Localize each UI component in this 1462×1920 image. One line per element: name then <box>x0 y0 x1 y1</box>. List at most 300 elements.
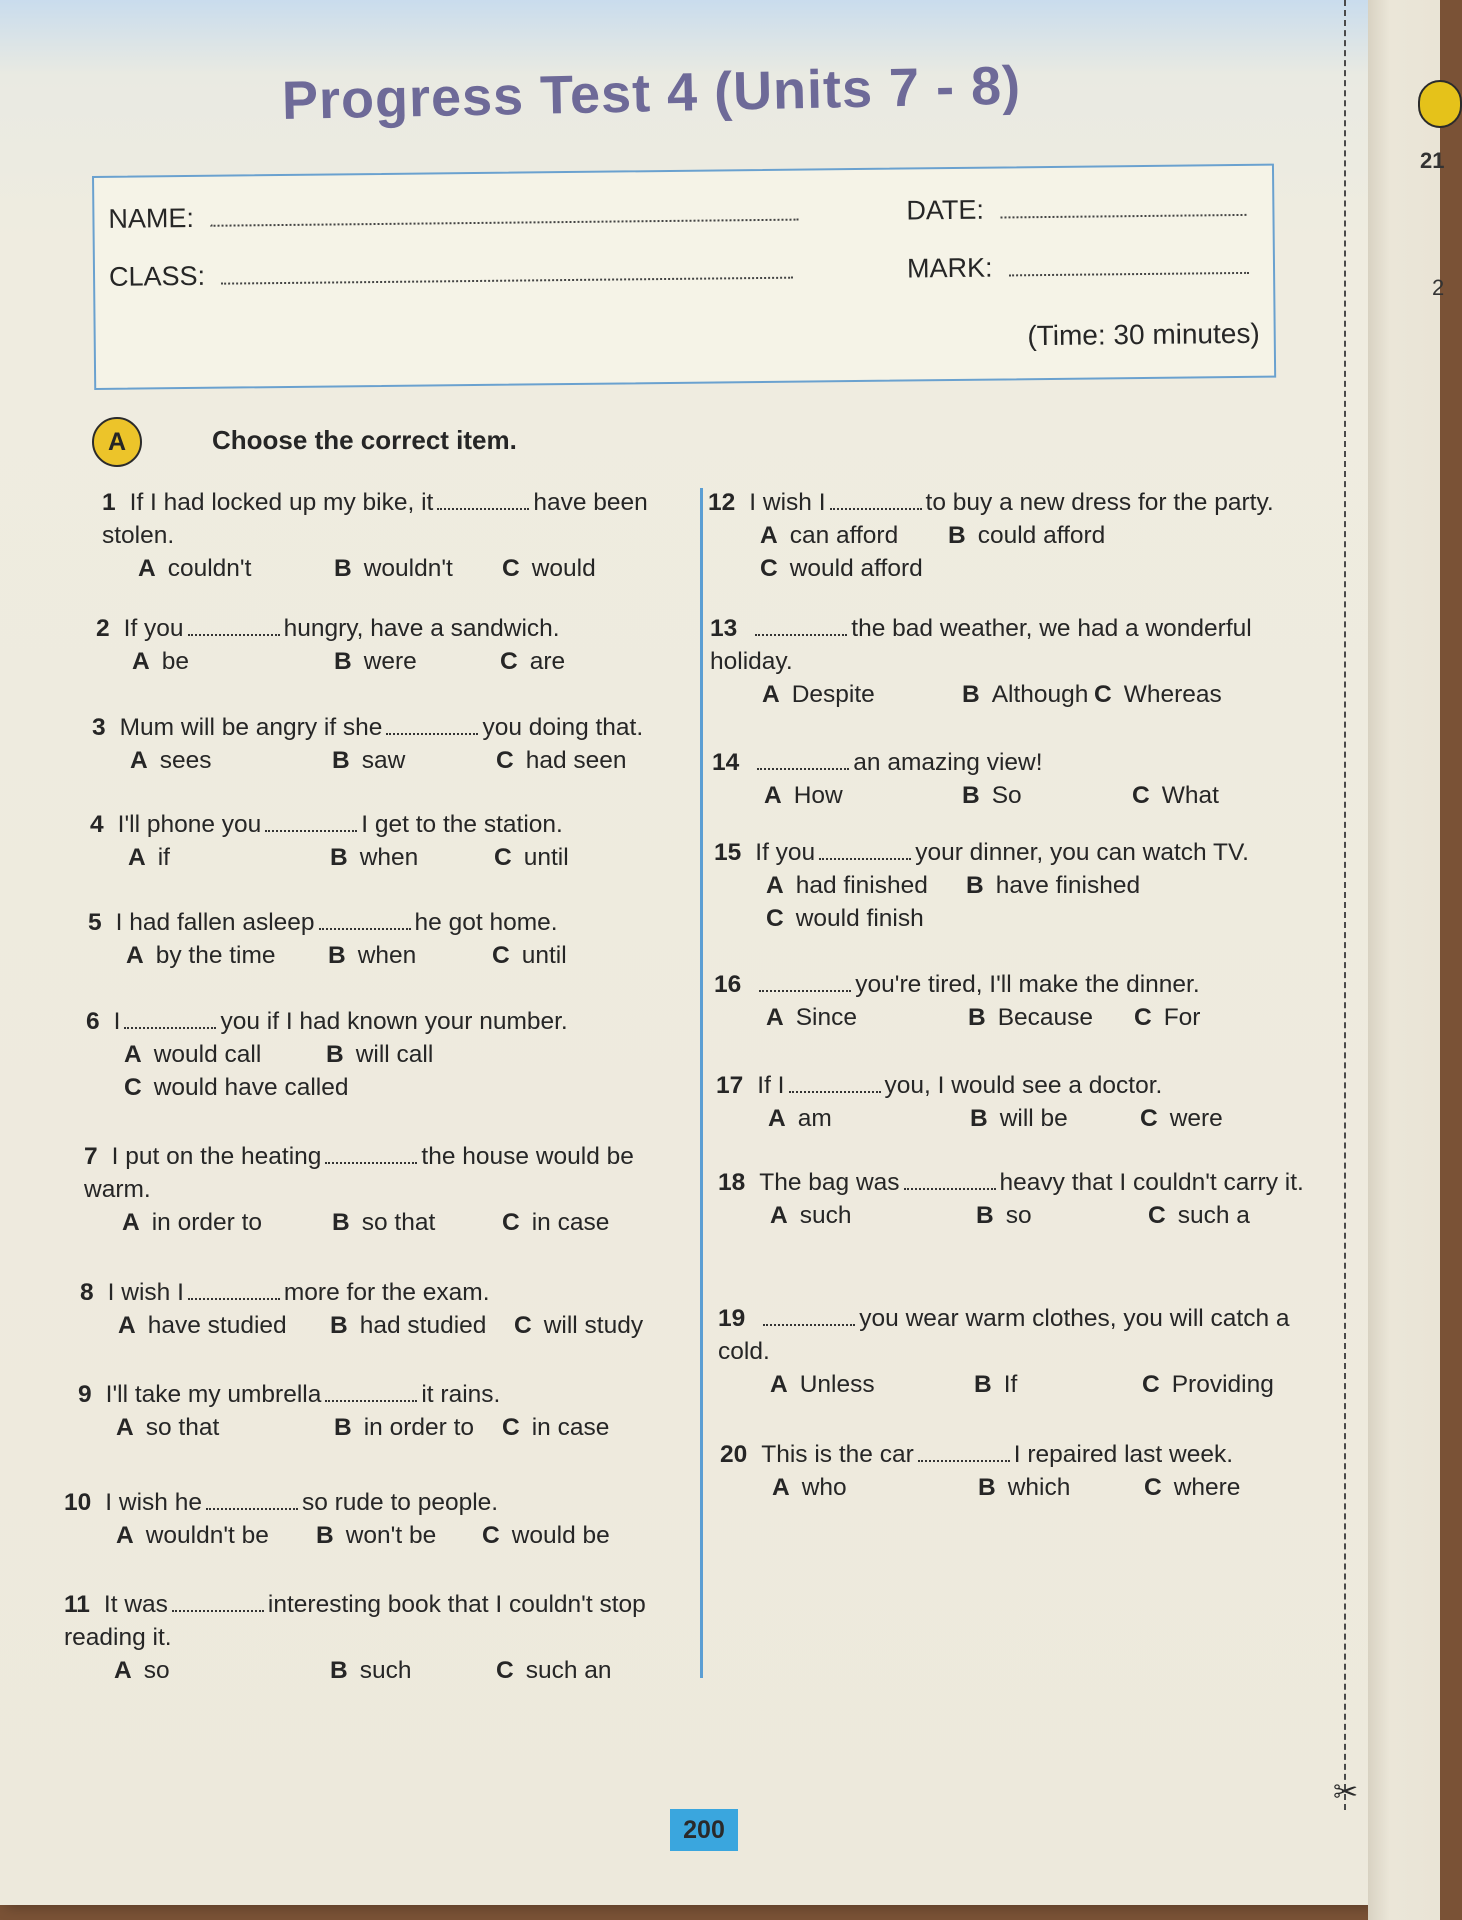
option-letter: C <box>1144 1474 1162 1501</box>
option-text: can afford <box>789 522 899 549</box>
answer-options <box>718 1368 1318 1401</box>
answer-blank[interactable] <box>265 812 357 832</box>
next-page-marker: 2 <box>1432 275 1445 300</box>
option-letter: B <box>330 844 348 871</box>
option-text: which <box>1007 1474 1071 1501</box>
answer-blank[interactable] <box>789 1073 881 1093</box>
option-text: If <box>1003 1371 1018 1398</box>
option-b[interactable] <box>970 1102 1068 1135</box>
question-text-before: This is the car <box>761 1441 914 1468</box>
question-stem <box>718 1302 1318 1368</box>
option-a[interactable] <box>132 645 189 678</box>
option-letter: B <box>334 555 352 582</box>
question-text-before: I had fallen asleep <box>115 909 315 936</box>
option-text: So <box>991 782 1022 809</box>
option-c[interactable] <box>1142 1368 1274 1401</box>
option-b[interactable] <box>948 519 1105 552</box>
option-text: until <box>521 942 567 969</box>
question-number: 4 <box>90 811 104 838</box>
answer-blank[interactable] <box>325 1144 417 1164</box>
question-text-after: an amazing view! <box>853 749 1043 776</box>
question-text-before: Mum will be angry if she <box>119 714 383 741</box>
option-letter: A <box>126 942 144 969</box>
option-text: Although <box>991 681 1089 708</box>
question-9 <box>78 1378 668 1444</box>
answer-blank[interactable] <box>386 715 478 735</box>
option-letter: A <box>116 1522 134 1549</box>
answer-blank[interactable] <box>763 1306 855 1326</box>
option-text: had finished <box>795 872 928 899</box>
option-c[interactable] <box>502 552 596 585</box>
option-b[interactable] <box>968 1001 1093 1034</box>
date-label: DATE: <box>906 194 985 226</box>
option-letter: B <box>968 1004 986 1031</box>
option-a[interactable] <box>138 552 251 585</box>
option-c[interactable] <box>1134 1001 1200 1034</box>
question-text-before: If you <box>755 839 816 866</box>
next-page-number: 21 <box>1420 148 1445 173</box>
option-text: in case <box>531 1414 610 1441</box>
question-14 <box>712 746 1292 812</box>
option-letter: A <box>772 1474 790 1501</box>
option-a[interactable] <box>766 869 928 902</box>
option-text: so <box>143 1657 170 1684</box>
student-info-box <box>92 164 1276 390</box>
option-c[interactable] <box>494 841 569 874</box>
answer-blank[interactable] <box>325 1382 417 1402</box>
question-text-after: I get to the station. <box>361 811 563 838</box>
option-text: are <box>529 648 566 675</box>
option-c[interactable] <box>1140 1102 1223 1135</box>
option-b[interactable] <box>334 1411 474 1444</box>
question-stem <box>714 968 1294 1001</box>
question-number: 5 <box>88 909 102 936</box>
class-label: CLASS: <box>108 260 206 292</box>
option-a[interactable] <box>770 1368 875 1401</box>
option-text: have studied <box>147 1312 287 1339</box>
option-text: such <box>799 1202 852 1229</box>
question-17 <box>716 1069 1296 1135</box>
option-b[interactable] <box>330 1309 486 1342</box>
option-b[interactable] <box>328 939 416 972</box>
option-a[interactable] <box>126 939 276 972</box>
option-text: when <box>359 844 419 871</box>
question-text-after: interesting book that I couldn't stop reading it. <box>64 1591 646 1651</box>
answer-blank[interactable] <box>755 616 847 636</box>
option-a[interactable] <box>124 1038 261 1071</box>
option-b[interactable] <box>332 1206 435 1239</box>
mark-line[interactable] <box>1008 252 1248 277</box>
question-text-before: I wish I <box>749 489 826 516</box>
question-text-after: you wear warm clothes, you will catch a cold. <box>718 1305 1290 1365</box>
question-text-before: I <box>113 1008 121 1035</box>
option-text: such an <box>525 1657 612 1684</box>
option-text: would have called <box>153 1074 349 1101</box>
question-number: 18 <box>718 1169 746 1196</box>
answer-options <box>78 1411 668 1444</box>
question-stem <box>90 808 680 841</box>
option-letter: C <box>1134 1004 1152 1031</box>
option-b[interactable] <box>334 552 453 585</box>
question-text-after: heavy that I couldn't carry it. <box>999 1169 1304 1196</box>
option-c[interactable] <box>1144 1471 1240 1504</box>
option-text: wouldn't be <box>145 1522 269 1549</box>
answer-blank[interactable] <box>830 490 922 510</box>
option-c[interactable] <box>760 552 923 585</box>
option-letter: B <box>330 1657 348 1684</box>
answer-blank[interactable] <box>188 616 280 636</box>
question-stem <box>64 1588 674 1654</box>
option-letter: A <box>138 555 156 582</box>
question-stem <box>716 1069 1296 1102</box>
option-b[interactable] <box>316 1519 436 1552</box>
option-b[interactable] <box>976 1199 1032 1232</box>
option-a[interactable] <box>114 1654 170 1687</box>
name-label: NAME: <box>108 202 195 234</box>
question-number: 7 <box>84 1143 98 1170</box>
option-c[interactable] <box>1132 779 1219 812</box>
answer-blank[interactable] <box>124 1009 216 1029</box>
option-letter: C <box>502 1209 520 1236</box>
question-stem <box>78 1378 668 1411</box>
question-text-after: it rains. <box>421 1381 501 1408</box>
answer-blank[interactable] <box>757 750 849 770</box>
option-c[interactable] <box>492 939 567 972</box>
question-stem <box>86 1005 676 1038</box>
answer-options <box>88 939 678 972</box>
question-text-before: I wish he <box>105 1489 202 1516</box>
option-text: so <box>1005 1202 1032 1229</box>
option-a[interactable] <box>760 519 898 552</box>
question-stem <box>712 746 1292 779</box>
question-stem <box>64 1486 654 1519</box>
option-letter: A <box>114 1657 132 1684</box>
answer-blank[interactable] <box>904 1170 996 1190</box>
question-text-after: you doing that. <box>482 714 644 741</box>
option-a[interactable] <box>116 1519 269 1552</box>
question-text-after: you if I had known your number. <box>220 1008 568 1035</box>
option-letter: C <box>1132 782 1150 809</box>
question-number: 17 <box>716 1072 744 1099</box>
option-text: Despite <box>791 681 875 708</box>
answer-options <box>102 552 677 585</box>
option-letter: C <box>1148 1202 1166 1229</box>
question-number: 12 <box>708 489 736 516</box>
question-5 <box>88 906 678 972</box>
option-letter: A <box>124 1041 142 1068</box>
option-text: such <box>359 1657 412 1684</box>
option-a[interactable] <box>770 1199 851 1232</box>
option-c[interactable] <box>502 1206 609 1239</box>
question-text-before: If I had locked up my bike, it <box>129 489 434 516</box>
column-divider <box>700 488 703 1678</box>
page-title: Progress Test 4 (Units 7 - 8) <box>281 55 1022 131</box>
option-c[interactable] <box>496 1654 612 1687</box>
option-a[interactable] <box>130 744 211 777</box>
answer-blank[interactable] <box>188 1280 280 1300</box>
option-a[interactable] <box>766 1001 857 1034</box>
question-text-after: so rude to people. <box>301 1489 499 1516</box>
option-b[interactable] <box>334 645 417 678</box>
question-4 <box>90 808 680 874</box>
option-letter: B <box>334 648 352 675</box>
question-number: 13 <box>710 615 738 642</box>
answer-options <box>708 519 1288 552</box>
option-letter: C <box>502 1414 520 1441</box>
option-text: would be <box>511 1522 610 1549</box>
option-letter: A <box>764 782 782 809</box>
question-text-before: If you <box>123 615 184 642</box>
option-a[interactable] <box>762 678 875 711</box>
question-stem <box>102 486 677 552</box>
question-6 <box>86 1005 676 1104</box>
question-text-after: you, I would see a doctor. <box>884 1072 1163 1099</box>
option-c[interactable] <box>766 902 924 935</box>
option-letter: A <box>768 1105 786 1132</box>
option-b[interactable] <box>978 1471 1070 1504</box>
question-number: 11 <box>64 1591 90 1618</box>
name-line[interactable] <box>210 199 798 227</box>
option-c[interactable] <box>496 744 627 777</box>
question-text-before: I'll phone you <box>117 811 262 838</box>
answer-options <box>720 1471 1300 1504</box>
option-letter: B <box>328 942 346 969</box>
cut-line <box>1344 0 1346 1810</box>
option-text: so that <box>361 1209 436 1236</box>
option-text: be <box>161 648 189 675</box>
option-a[interactable] <box>116 1411 219 1444</box>
question-text-after: I repaired last week. <box>1013 1441 1234 1468</box>
option-letter: B <box>966 872 984 899</box>
option-letter: A <box>128 844 146 871</box>
option-letter: B <box>316 1522 334 1549</box>
answer-blank[interactable] <box>918 1442 1010 1462</box>
answer-blank[interactable] <box>759 972 851 992</box>
question-number: 1 <box>102 489 116 516</box>
question-text-after: he got home. <box>414 909 558 936</box>
answer-options <box>90 841 680 874</box>
option-text: couldn't <box>167 555 252 582</box>
question-text-before: The bag was <box>759 1169 900 1196</box>
option-letter: B <box>978 1474 996 1501</box>
option-letter: A <box>130 747 148 774</box>
question-stem <box>708 486 1288 519</box>
question-text-before: I'll take my umbrella <box>105 1381 322 1408</box>
option-text: would afford <box>789 555 923 582</box>
option-c[interactable] <box>1148 1199 1250 1232</box>
option-text: sees <box>159 747 212 774</box>
option-a[interactable] <box>118 1309 287 1342</box>
question-15 <box>714 836 1294 935</box>
option-b[interactable] <box>330 1654 411 1687</box>
question-stem <box>96 612 671 645</box>
question-text-after: have been stolen. <box>102 489 648 549</box>
answer-blank[interactable] <box>206 1490 298 1510</box>
question-7 <box>84 1140 674 1239</box>
mark-field[interactable] <box>907 250 1249 285</box>
question-stem <box>84 1140 674 1206</box>
option-letter: C <box>494 844 512 871</box>
option-a[interactable] <box>768 1102 832 1135</box>
answer-options <box>710 678 1290 711</box>
option-letter: A <box>762 681 780 708</box>
question-stem <box>80 1276 670 1309</box>
option-letter: C <box>1094 681 1112 708</box>
question-number: 6 <box>86 1008 100 1035</box>
question-number: 19 <box>718 1305 746 1332</box>
option-letter: C <box>502 555 520 582</box>
option-text: am <box>797 1105 832 1132</box>
question-11 <box>64 1588 674 1687</box>
question-number: 15 <box>714 839 742 866</box>
option-letter: B <box>334 1414 352 1441</box>
option-c[interactable] <box>500 645 565 678</box>
question-stem <box>92 711 682 744</box>
question-text-before: I wish I <box>107 1279 184 1306</box>
option-text: Unless <box>799 1371 875 1398</box>
question-stem <box>720 1438 1300 1471</box>
option-text: in case <box>531 1209 610 1236</box>
option-text: have finished <box>995 872 1141 899</box>
answer-options <box>84 1206 674 1239</box>
option-b[interactable] <box>332 744 405 777</box>
answer-options <box>80 1309 670 1342</box>
option-letter: C <box>760 555 778 582</box>
question-text-after: you're tired, I'll make the dinner. <box>855 971 1200 998</box>
option-a[interactable] <box>128 841 170 874</box>
option-letter: C <box>1140 1105 1158 1132</box>
section-instruction: Choose the correct item. <box>212 425 517 455</box>
option-b[interactable] <box>974 1368 1017 1401</box>
option-b[interactable] <box>330 841 418 874</box>
option-c[interactable] <box>124 1071 348 1104</box>
option-c[interactable] <box>1094 678 1222 711</box>
option-letter: C <box>124 1074 142 1101</box>
answer-options <box>712 779 1292 812</box>
option-letter: C <box>496 1657 514 1684</box>
answer-options <box>718 1199 1318 1232</box>
answer-options <box>716 1102 1296 1135</box>
option-letter: A <box>116 1414 134 1441</box>
option-text: would finish <box>795 905 924 932</box>
answer-blank[interactable] <box>172 1592 264 1612</box>
question-10 <box>64 1486 654 1552</box>
option-letter: C <box>482 1522 500 1549</box>
option-b[interactable] <box>966 869 1140 902</box>
option-text: when <box>357 942 417 969</box>
option-letter: B <box>332 747 350 774</box>
question-1 <box>102 486 677 585</box>
date-field[interactable] <box>906 192 1246 227</box>
question-20 <box>720 1438 1300 1504</box>
answer-options <box>64 1519 654 1552</box>
question-text-after: more for the exam. <box>283 1279 490 1306</box>
class-field[interactable] <box>109 255 793 293</box>
option-b[interactable] <box>326 1038 433 1071</box>
question-text-after: your dinner, you can watch TV. <box>915 839 1249 866</box>
option-text: if <box>157 844 170 871</box>
option-text: such a <box>1177 1202 1250 1229</box>
question-12 <box>708 486 1288 585</box>
option-letter: A <box>770 1202 788 1229</box>
option-letter: A <box>118 1312 136 1339</box>
option-text: had seen <box>525 747 627 774</box>
option-letter: C <box>766 905 784 932</box>
option-letter: B <box>948 522 966 549</box>
option-text: How <box>793 782 843 809</box>
question-text-after: hungry, have a sandwich. <box>283 615 560 642</box>
option-text: Whereas <box>1123 681 1222 708</box>
option-letter: A <box>766 1004 784 1031</box>
option-c[interactable] <box>502 1411 609 1444</box>
option-letter: A <box>770 1371 788 1398</box>
time-note: (Time: 30 minutes) <box>1027 317 1260 352</box>
question-text-after: the house would be warm. <box>84 1143 634 1203</box>
option-text: in order to <box>363 1414 475 1441</box>
option-letter: A <box>132 648 150 675</box>
option-letter: C <box>492 942 510 969</box>
next-page-tab <box>1418 80 1462 128</box>
option-text: Providing <box>1171 1371 1274 1398</box>
question-stem <box>710 612 1290 678</box>
option-text: would <box>531 555 596 582</box>
question-stem <box>718 1166 1318 1199</box>
option-text: wouldn't <box>363 555 453 582</box>
option-text: who <box>801 1474 847 1501</box>
question-18 <box>718 1166 1318 1232</box>
question-19 <box>718 1302 1318 1401</box>
option-c[interactable] <box>482 1519 610 1552</box>
section-badge: A <box>92 417 142 467</box>
option-text: so that <box>145 1414 220 1441</box>
option-letter: C <box>514 1312 532 1339</box>
date-line[interactable] <box>1000 194 1246 219</box>
answer-blank[interactable] <box>319 910 411 930</box>
answer-blank[interactable] <box>437 490 529 510</box>
option-text: could afford <box>977 522 1106 549</box>
option-b[interactable] <box>962 779 1022 812</box>
option-text: in order to <box>151 1209 263 1236</box>
mark-label: MARK: <box>906 252 993 284</box>
option-c[interactable] <box>514 1309 643 1342</box>
option-letter: C <box>1142 1371 1160 1398</box>
question-number: 16 <box>714 971 742 998</box>
name-field[interactable] <box>108 197 798 235</box>
option-letter: B <box>962 782 980 809</box>
question-stem <box>714 836 1294 869</box>
option-a[interactable] <box>764 779 843 812</box>
class-line[interactable] <box>221 257 793 285</box>
question-text-before: If I <box>757 1072 785 1099</box>
option-a[interactable] <box>772 1471 847 1504</box>
answer-options <box>96 645 671 678</box>
option-text: For <box>1163 1004 1201 1031</box>
answer-blank[interactable] <box>819 840 911 860</box>
option-letter: C <box>500 648 518 675</box>
option-b[interactable] <box>962 678 1088 711</box>
answer-options <box>92 744 682 777</box>
option-text: Since <box>795 1004 857 1031</box>
option-a[interactable] <box>122 1206 262 1239</box>
question-8 <box>80 1276 670 1342</box>
option-text: would call <box>153 1041 262 1068</box>
option-letter: B <box>974 1371 992 1398</box>
answer-options-second-row <box>714 902 1294 935</box>
question-number: 9 <box>78 1381 92 1408</box>
option-text: will call <box>355 1041 434 1068</box>
option-text: until <box>523 844 569 871</box>
question-number: 2 <box>96 615 110 642</box>
